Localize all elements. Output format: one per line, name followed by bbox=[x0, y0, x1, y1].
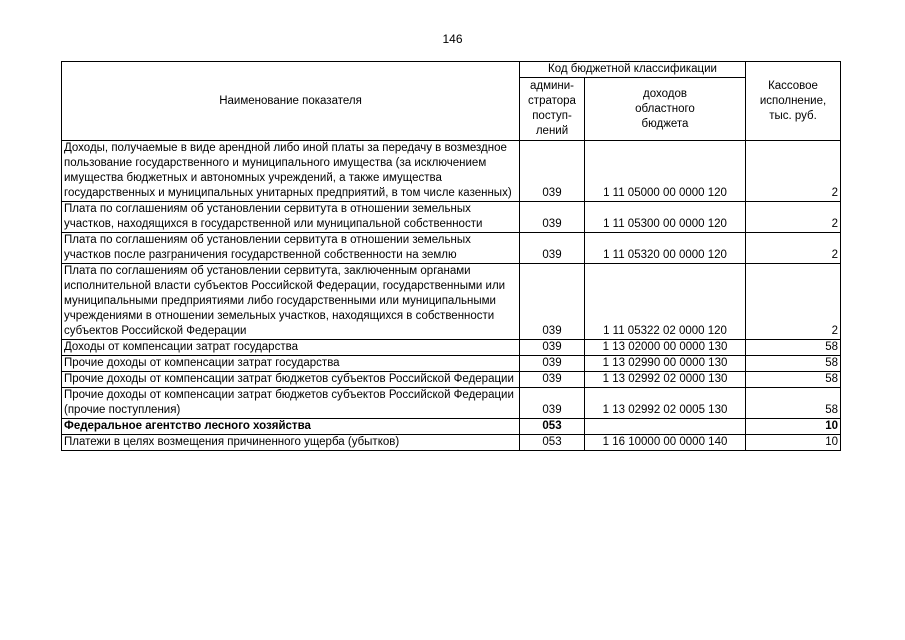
row-amount: 58 bbox=[746, 356, 841, 372]
row-income-code: 1 11 05300 00 0000 120 bbox=[585, 202, 746, 233]
table-row bbox=[62, 264, 841, 340]
table-row bbox=[62, 233, 841, 264]
header-admin: админи- стратора поступ- лений bbox=[520, 78, 585, 141]
table-row bbox=[62, 141, 841, 202]
row-admin-code: 039 bbox=[520, 233, 585, 264]
row-amount: 58 bbox=[746, 388, 841, 419]
row-name: Прочие доходы от компенсации затрат бюджетов субъектов Российской Федерации (прочие поступления) bbox=[62, 388, 520, 419]
page-number: 146 bbox=[442, 32, 463, 46]
budget-table bbox=[61, 61, 841, 451]
row-income-code: 1 11 05000 00 0000 120 bbox=[585, 141, 746, 202]
row-income-code: 1 13 02000 00 0000 130 bbox=[585, 340, 746, 356]
row-admin-code: 039 bbox=[520, 340, 585, 356]
row-name: Доходы, получаемые в виде арендной либо иной платы за передачу в возмездное пользование государственного и муниципального имущества (за исключением имущества бюджетных и автономных учреждений, а также имущества государственных и муниципальных унитарных предприятий, в том числе казенных) bbox=[62, 141, 520, 202]
row-admin-code: 039 bbox=[520, 264, 585, 340]
row-name: Плата по соглашениям об установлении сервитута в отношении земельных участков после разграничения государственной собственности на землю bbox=[62, 233, 520, 264]
row-name: Доходы от компенсации затрат государства bbox=[62, 340, 520, 356]
row-admin-code: 039 bbox=[520, 202, 585, 233]
row-admin-code: 039 bbox=[520, 388, 585, 419]
row-admin-code: 039 bbox=[520, 356, 585, 372]
row-name: Прочие доходы от компенсации затрат государства bbox=[62, 356, 520, 372]
row-admin-code: 053 bbox=[520, 435, 585, 451]
row-name: Плата по соглашениям об установлении сервитута, заключенным органами исполнительной власти субъектов Российской Федерации, государственными или муниципальными предприятиями либо государственными или муниципальными учреждениями в отношении земельных участков, находящихся в собственности субъектов Российской Федерации bbox=[62, 264, 520, 340]
row-amount: 2 bbox=[746, 264, 841, 340]
table-row bbox=[62, 340, 841, 356]
row-income-code: 1 13 02992 02 0005 130 bbox=[585, 388, 746, 419]
table-row bbox=[62, 435, 841, 451]
row-amount: 58 bbox=[746, 340, 841, 356]
table-row bbox=[62, 356, 841, 372]
row-income-code: 1 13 02992 02 0000 130 bbox=[585, 372, 746, 388]
row-amount: 2 bbox=[746, 202, 841, 233]
row-amount: 58 bbox=[746, 372, 841, 388]
row-amount: 2 bbox=[746, 233, 841, 264]
row-amount: 2 bbox=[746, 141, 841, 202]
row-admin-code: 039 bbox=[520, 372, 585, 388]
table-row bbox=[62, 419, 841, 435]
header-code-group: Код бюджетной классификации bbox=[520, 62, 746, 78]
row-income-code: 1 11 05322 02 0000 120 bbox=[585, 264, 746, 340]
row-amount: 10 bbox=[746, 435, 841, 451]
row-income-code: 1 16 10000 00 0000 140 bbox=[585, 435, 746, 451]
header-name: Наименование показателя bbox=[62, 62, 520, 141]
row-income-code: 1 13 02990 00 0000 130 bbox=[585, 356, 746, 372]
row-admin-code: 053 bbox=[520, 419, 585, 435]
table-body bbox=[62, 141, 841, 451]
row-name: Плата по соглашениям об установлении сервитута в отношении земельных участков, находящихся в государственной или муниципальной собственности bbox=[62, 202, 520, 233]
row-income-code: 1 11 05320 00 0000 120 bbox=[585, 233, 746, 264]
header-income-code: доходов областного бюджета bbox=[585, 78, 746, 141]
row-admin-code: 039 bbox=[520, 141, 585, 202]
table-row bbox=[62, 388, 841, 419]
header-amount: Кассовое исполнение, тыс. руб. bbox=[746, 62, 841, 141]
row-income-code bbox=[585, 419, 746, 435]
row-name: Платежи в целях возмещения причиненного ущерба (убытков) bbox=[62, 435, 520, 451]
row-name: Прочие доходы от компенсации затрат бюджетов субъектов Российской Федерации bbox=[62, 372, 520, 388]
table-row bbox=[62, 372, 841, 388]
row-name: Федеральное агентство лесного хозяйства bbox=[62, 419, 520, 435]
row-amount: 10 bbox=[746, 419, 841, 435]
table-row bbox=[62, 202, 841, 233]
